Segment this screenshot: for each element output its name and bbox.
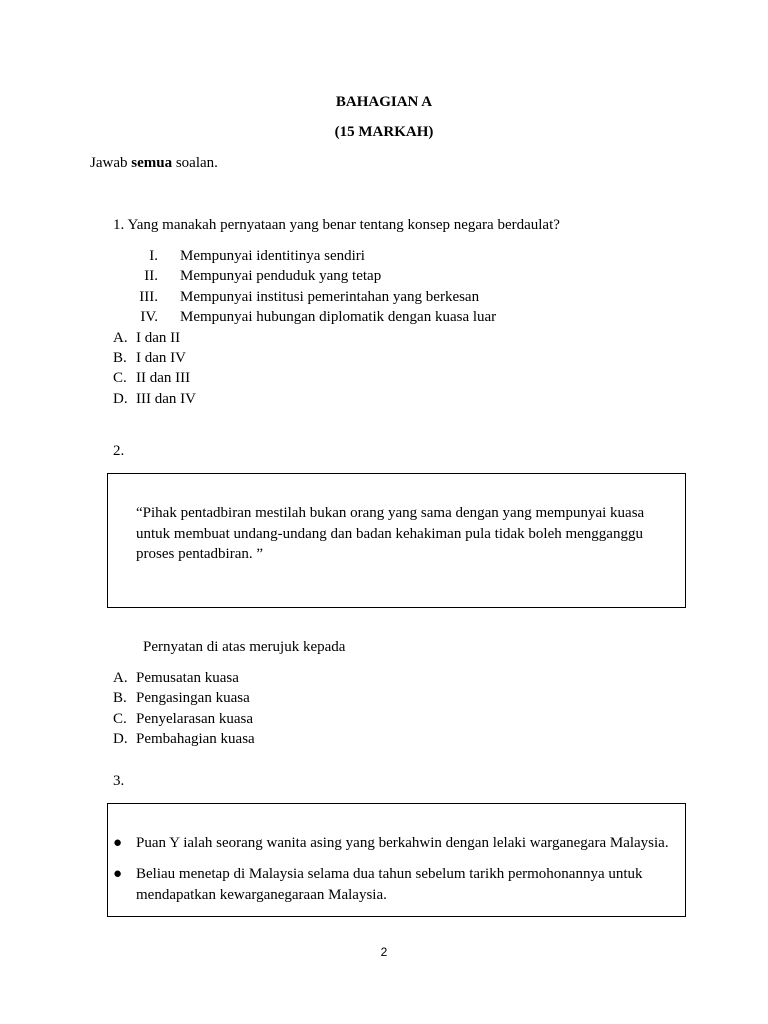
page-number: 2 — [380, 945, 388, 959]
instruction-bold: semua — [131, 155, 173, 171]
q1-option-d-text: III dan IV — [136, 391, 196, 407]
q1-option-a-letter: A. — [113, 330, 128, 346]
q3-number: 3. — [113, 773, 125, 789]
q1-option-c-text: II dan III — [136, 370, 191, 386]
q1-numeral: II. — [144, 268, 158, 284]
q2-option-d-letter: D. — [113, 731, 128, 747]
q1-statement: Mempunyai institusi pemerintahan yang berkesan — [180, 289, 480, 305]
q3-bullet-line: Puan Y ialah seorang wanita asing yang berkahwin dengan lelaki warganegara Malaysia. — [136, 835, 669, 851]
q2-option-d-text: Pembahagian kuasa — [136, 731, 255, 747]
q2-option-c-text: Penyelarasan kuasa — [136, 711, 254, 727]
q2-quote-line: “Pihak pentadbiran mestilah bukan orang yang sama dengan yang mempunyai kuasa — [136, 505, 645, 521]
q2-option-b-text: Pengasingan kuasa — [136, 690, 250, 706]
section-title: BAHAGIAN A — [335, 94, 433, 110]
q2-number: 2. — [113, 443, 125, 459]
q2-option-b-letter: B. — [113, 690, 127, 706]
q2-quote-line: untuk membuat undang-undang dan badan kehakiman pula tidak boleh mengganggu — [136, 526, 643, 542]
q1-option-c-letter: C. — [113, 370, 127, 386]
q1-statement: Mempunyai identitinya sendiri — [180, 248, 365, 264]
instruction — [90, 155, 218, 172]
q1-statement: Mempunyai penduduk yang tetap — [180, 268, 382, 284]
q1-numeral: IV. — [140, 309, 158, 325]
q2-quote-line: proses pentadbiran. ” — [136, 546, 264, 562]
bullet-icon: ● — [113, 835, 123, 851]
q1-option-d-letter: D. — [113, 391, 128, 407]
bullet-icon: ● — [113, 866, 123, 882]
q1-numeral: I. — [149, 248, 158, 264]
q2-option-c-letter: C. — [113, 711, 127, 727]
marks-label: (15 MARKAH) — [334, 124, 434, 140]
q2-option-a-letter: A. — [113, 670, 128, 686]
q1-option-a-text: I dan II — [136, 330, 181, 346]
q3-bullet-line: Beliau menetap di Malaysia selama dua tahun sebelum tarikh permohonannya untuk — [136, 866, 643, 882]
q2-option-a-text: Pemusatan kuasa — [136, 670, 239, 686]
q3-bullet-line: mendapatkan kewarganegaraan Malaysia. — [136, 887, 387, 903]
q1-numeral: III. — [139, 289, 158, 305]
q1-stem: 1. Yang manakah pernyataan yang benar tentang konsep negara berdaulat? — [113, 217, 560, 233]
instruction-pre: Jawab — [90, 155, 132, 171]
q2-stem: Pernyatan di atas merujuk kepada — [143, 639, 346, 655]
q1-option-b-letter: B. — [113, 350, 127, 366]
q1-option-b-text: I dan IV — [136, 350, 186, 366]
instruction-post: soalan. — [172, 155, 218, 171]
q1-statement: Mempunyai hubungan diplomatik dengan kuasa luar — [180, 309, 497, 325]
